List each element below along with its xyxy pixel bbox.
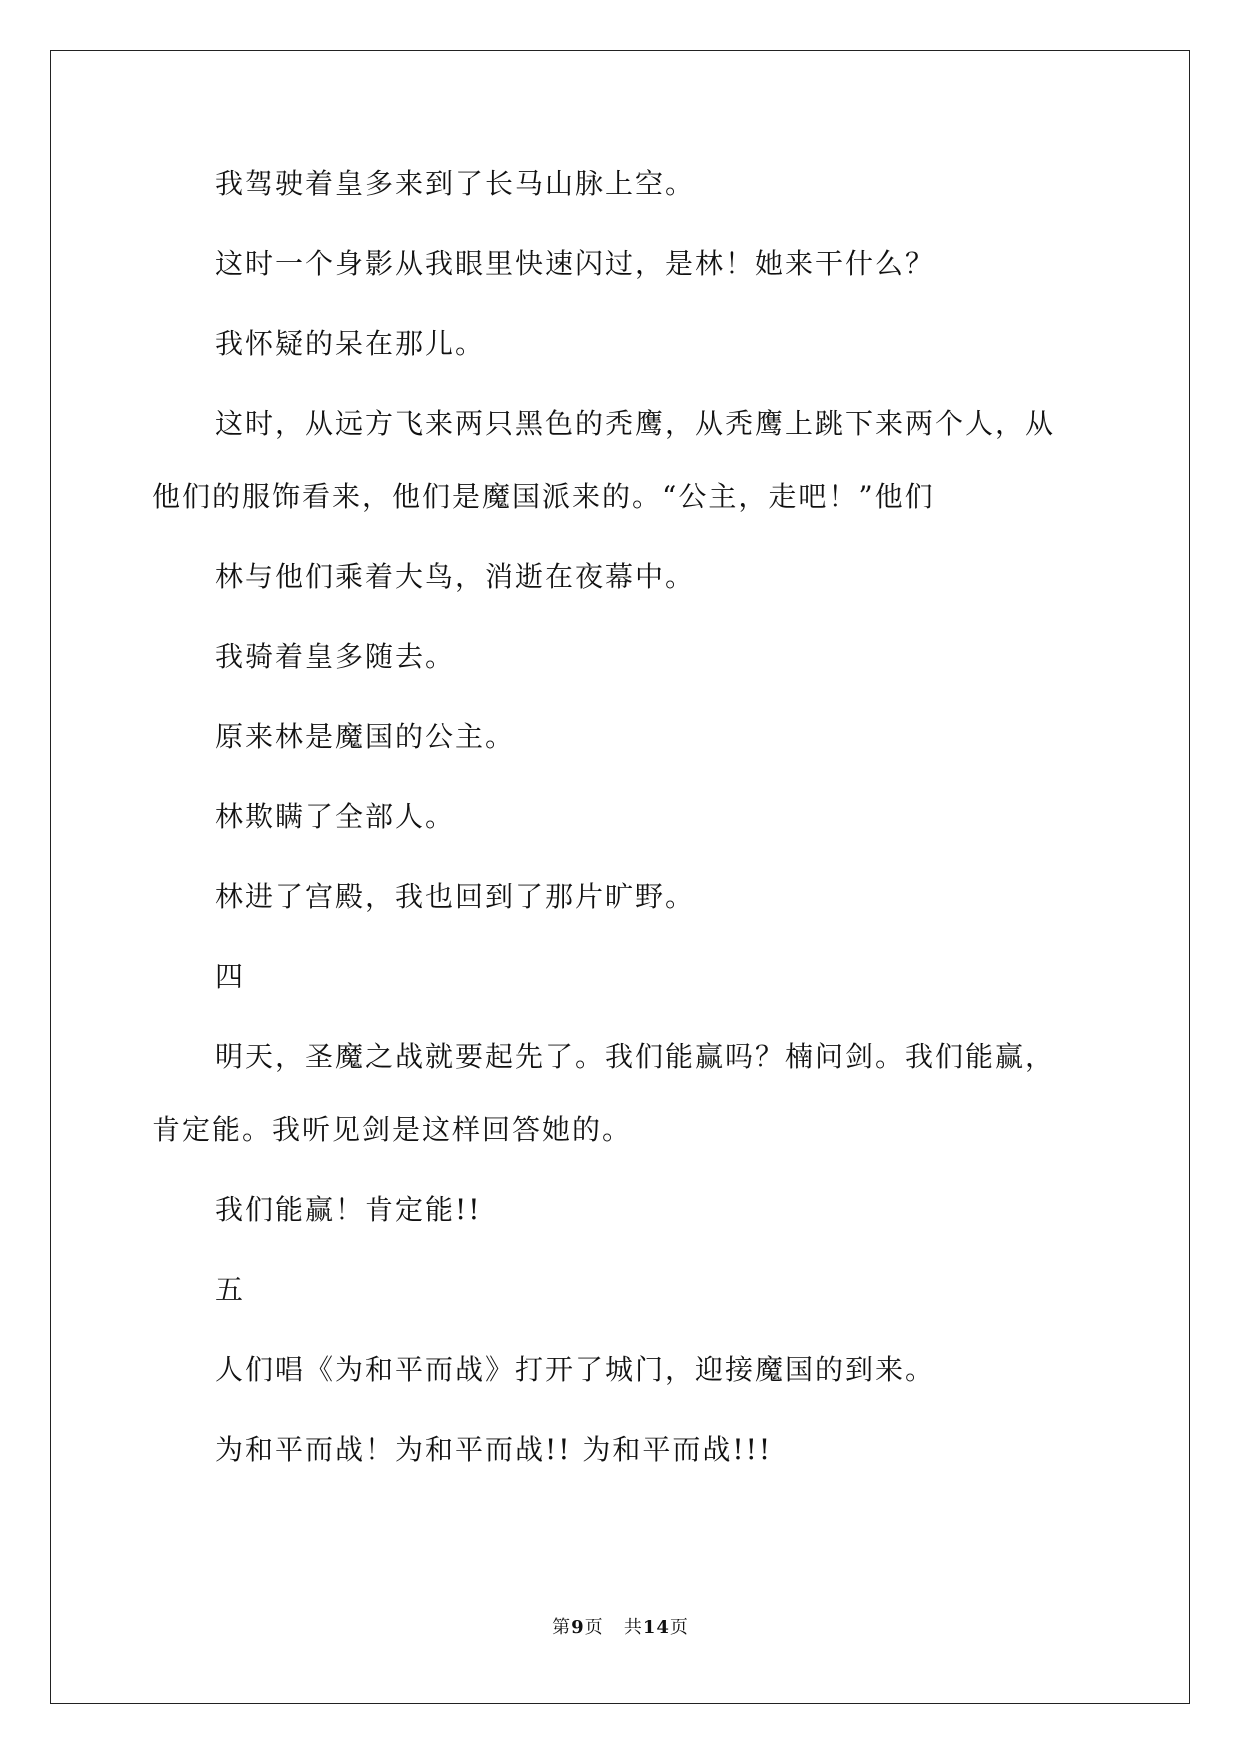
paragraph: 明天，圣魔之战就要起先了。我们能赢吗？楠问剑。我们能赢，: [215, 1040, 1056, 1073]
paragraph: 这时，从远方飞来两只黑色的秃鹰，从秃鹰上跳下来两个人，从: [215, 407, 1056, 440]
section-heading: 五: [215, 1273, 246, 1306]
paragraph: 人们唱《为和平而战》打开了城门，迎接魔国的到来。: [215, 1353, 936, 1386]
paragraph: 我怀疑的呆在那儿。: [215, 327, 486, 360]
paragraph: 林欺瞒了全部人。: [215, 800, 456, 833]
paragraph: 林进了宫殿，我也回到了那片旷野。: [215, 880, 696, 913]
paragraph: 我们能赢！肯定能!!: [215, 1193, 482, 1226]
page-footer: [0, 1617, 1241, 1639]
paragraph: 我骑着皇多随去。: [215, 640, 456, 673]
current-page-number: 9: [571, 1617, 585, 1638]
paragraph-continuation: 肯定能。我听见剑是这样回答她的。: [152, 1113, 633, 1146]
footer-prefix: 第: [552, 1617, 572, 1638]
total-page-count: 14: [642, 1617, 670, 1638]
paragraph: 为和平而战！为和平而战!! 为和平而战!!!: [215, 1433, 773, 1466]
footer-page-suffix: 页: [584, 1617, 604, 1638]
document-body: [152, 168, 1092, 1465]
paragraph: 这时一个身影从我眼里快速闪过，是林！她来干什么？: [215, 247, 936, 280]
footer-total-prefix: 共: [623, 1617, 643, 1638]
paragraph: 我驾驶着皇多来到了长马山脉上空。: [215, 167, 696, 200]
paragraph-continuation: 他们的服饰看来，他们是魔国派来的。“公主，走吧！”他们: [152, 480, 935, 513]
footer-total-suffix: 页: [669, 1617, 689, 1638]
section-heading: 四: [215, 960, 246, 993]
paragraph: 原来林是魔国的公主。: [215, 720, 516, 753]
paragraph: 林与他们乘着大鸟，消逝在夜幕中。: [215, 560, 696, 593]
